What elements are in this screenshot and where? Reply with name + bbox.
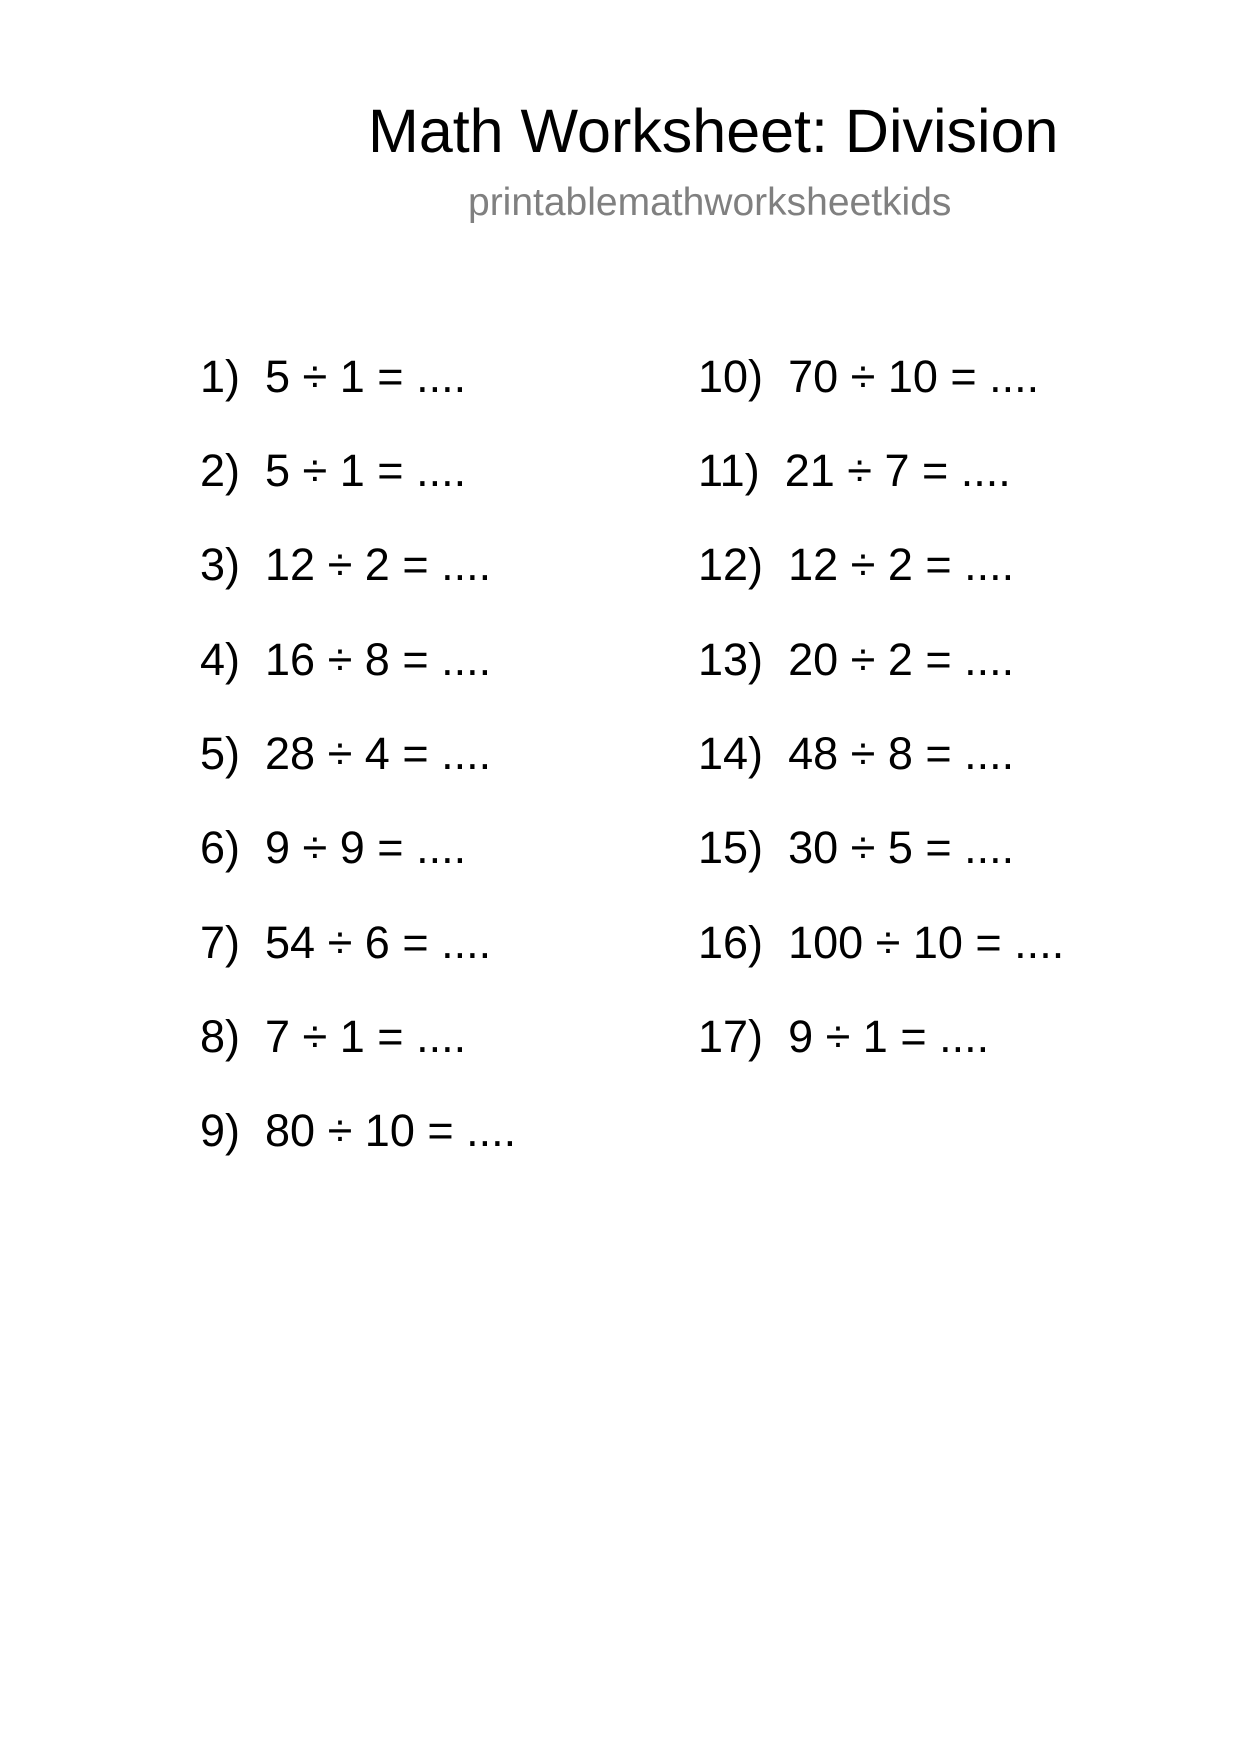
problem-expression: 100 ÷ 10 = ....	[788, 917, 1065, 968]
problem-expression: 9 ÷ 1 = ....	[788, 1011, 990, 1062]
site-subtitle: printablemathworksheetkids	[468, 181, 952, 224]
problem-item	[698, 917, 1064, 969]
problem-expression: 12 ÷ 2 = ....	[788, 539, 1015, 590]
problem-item	[200, 822, 466, 874]
problem-expression: 30 ÷ 5 = ....	[788, 822, 1015, 873]
problem-expression: 48 ÷ 8 = ....	[788, 728, 1015, 779]
problem-expression: 28 ÷ 4 = ....	[265, 728, 492, 779]
problem-expression: 54 ÷ 6 = ....	[265, 917, 492, 968]
problem-number: 6)	[200, 822, 241, 873]
problem-item	[200, 634, 491, 686]
problem-number: 14)	[698, 728, 764, 779]
problem-item	[200, 917, 491, 969]
problem-expression: 12 ÷ 2 = ....	[265, 539, 492, 590]
problem-number: 4)	[200, 634, 241, 685]
problem-expression: 9 ÷ 9 = ....	[265, 822, 467, 873]
problem-item	[200, 728, 491, 780]
problem-number: 3)	[200, 539, 241, 590]
problem-expression: 80 ÷ 10 = ....	[265, 1105, 517, 1156]
problem-item	[200, 351, 466, 403]
page-title: Math Worksheet: Division	[368, 97, 1059, 165]
problem-item	[698, 634, 1014, 686]
problem-number: 16)	[698, 917, 764, 968]
problem-item	[698, 539, 1014, 591]
problem-expression: 5 ÷ 1 = ....	[265, 445, 467, 496]
problem-number: 17)	[698, 1011, 764, 1062]
problem-number: 15)	[698, 822, 764, 873]
problem-item	[698, 351, 1039, 403]
problem-item	[698, 822, 1014, 874]
problem-expression: 5 ÷ 1 = ....	[265, 351, 467, 402]
problem-expression: 20 ÷ 2 = ....	[788, 634, 1015, 685]
problem-expression: 70 ÷ 10 = ....	[788, 351, 1040, 402]
problem-number: 12)	[698, 539, 764, 590]
problem-number: 1)	[200, 351, 241, 402]
problem-item	[698, 1011, 989, 1063]
problem-expression: 7 ÷ 1 = ....	[265, 1011, 467, 1062]
problem-item	[200, 445, 466, 497]
problem-number: 2)	[200, 445, 241, 496]
problem-item	[200, 1011, 466, 1063]
problem-number: 8)	[200, 1011, 241, 1062]
problem-item	[200, 1105, 516, 1157]
problem-item	[698, 445, 1011, 497]
problem-number: 7)	[200, 917, 241, 968]
problem-item	[200, 539, 491, 591]
problem-expression: 21 ÷ 7 = ....	[784, 445, 1011, 496]
problem-number: 10)	[698, 351, 764, 402]
problem-number: 5)	[200, 728, 241, 779]
problem-number: 9)	[200, 1105, 241, 1156]
problem-number: 11)	[698, 445, 760, 496]
problem-number: 13)	[698, 634, 764, 685]
problem-expression: 16 ÷ 8 = ....	[265, 634, 492, 685]
problem-item	[698, 728, 1014, 780]
